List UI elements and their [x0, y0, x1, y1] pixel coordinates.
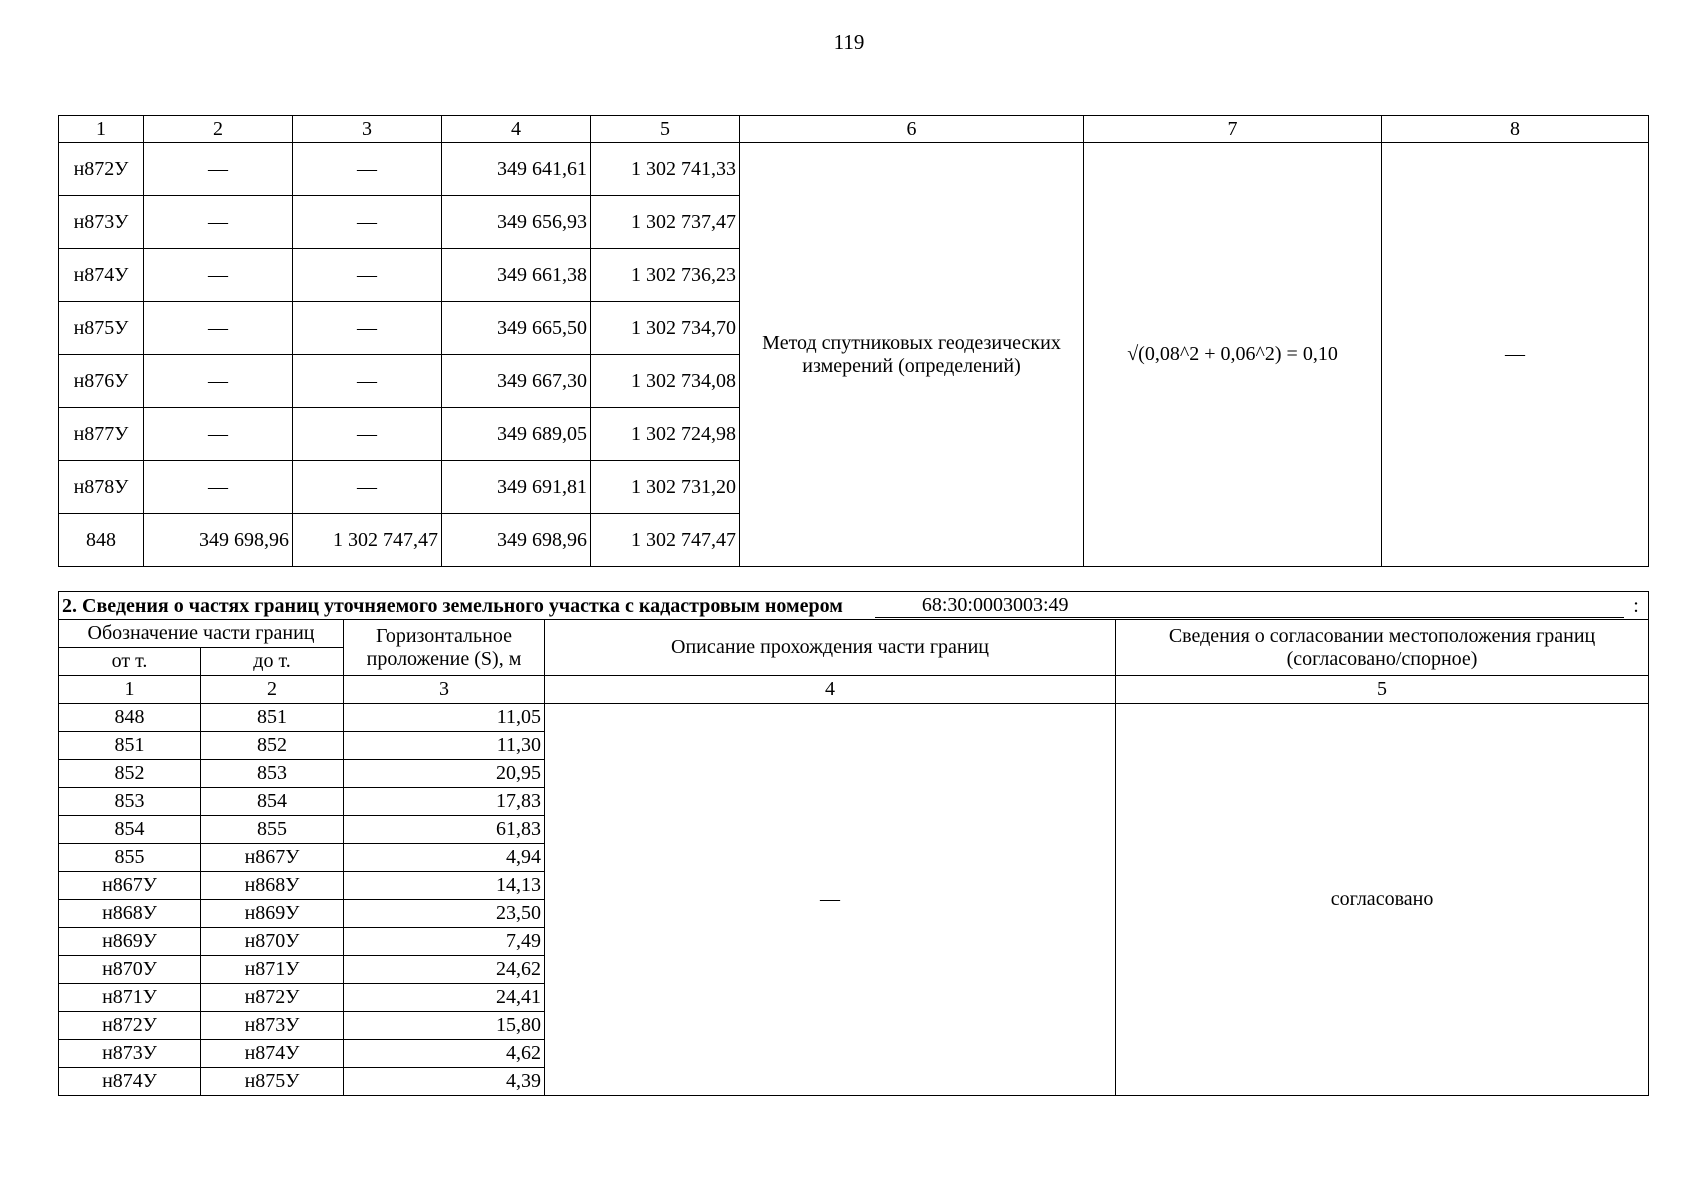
col-header-7: 7 [1084, 116, 1382, 143]
point-name: н873У [59, 196, 144, 249]
y-new: 1 302 724,98 [591, 408, 740, 461]
x-new: 349 689,05 [442, 408, 591, 461]
x-old: — [144, 196, 293, 249]
x-old: — [144, 302, 293, 355]
y-new: 1 302 737,47 [591, 196, 740, 249]
column-number-row [59, 676, 1649, 704]
x-old: 349 698,96 [144, 514, 293, 567]
from-point: н874У [59, 1068, 201, 1096]
description-cell: — [545, 704, 1116, 1096]
y-old: — [293, 302, 442, 355]
x-old: — [144, 143, 293, 196]
method-cell: Метод спутниковых геодезических измерений (определений) [740, 143, 1084, 567]
x-old: — [144, 355, 293, 408]
to-point: н872У [201, 984, 344, 1012]
cadastral-number-underline [1116, 594, 1625, 618]
length: 7,49 [344, 928, 545, 956]
col-header-3: 3 [293, 116, 442, 143]
from-point: 851 [59, 732, 201, 760]
x-new: 349 656,93 [442, 196, 591, 249]
col-header-4: 4 [442, 116, 591, 143]
to-header: до т. [201, 648, 344, 676]
from-point: 853 [59, 788, 201, 816]
column-number-row [59, 116, 1649, 143]
y-old: — [293, 355, 442, 408]
to-point: 855 [201, 816, 344, 844]
length: 11,05 [344, 704, 545, 732]
y-new: 1 302 734,70 [591, 302, 740, 355]
col-num-2: 2 [201, 676, 344, 704]
boundary-parts-table [58, 591, 1649, 1096]
from-point: н869У [59, 928, 201, 956]
point-name: н872У [59, 143, 144, 196]
section-title: 2. Сведения о частях границ уточняемого земельного участка с кадастровым номером [62, 594, 843, 617]
description-header: Описание прохождения части границ [545, 620, 1116, 676]
designation-header: Обозначение части границ [59, 620, 344, 648]
from-point: 852 [59, 760, 201, 788]
col8-cell: — [1382, 143, 1649, 567]
col-num-5: 5 [1116, 676, 1649, 704]
length: 4,94 [344, 844, 545, 872]
section-title-row [59, 592, 1649, 620]
y-new: 1 302 747,47 [591, 514, 740, 567]
point-name: 848 [59, 514, 144, 567]
point-name: н875У [59, 302, 144, 355]
to-point: 851 [201, 704, 344, 732]
agreement-header: Сведения о согласовании местоположения границ (согласовано/спорное) [1116, 620, 1649, 676]
point-name: н877У [59, 408, 144, 461]
from-point: 855 [59, 844, 201, 872]
from-point: н873У [59, 1040, 201, 1068]
length: 4,62 [344, 1040, 545, 1068]
x-old: — [144, 461, 293, 514]
to-point: н874У [201, 1040, 344, 1068]
x-new: 349 641,61 [442, 143, 591, 196]
col-header-5: 5 [591, 116, 740, 143]
point-name: н876У [59, 355, 144, 408]
page-number: 119 [833, 30, 865, 54]
cadastral-number: 68:30:0003003:49 [875, 594, 1116, 618]
y-old: — [293, 143, 442, 196]
point-name: н874У [59, 249, 144, 302]
length: 61,83 [344, 816, 545, 844]
length: 23,50 [344, 900, 545, 928]
length: 24,41 [344, 984, 545, 1012]
y-old: — [293, 461, 442, 514]
x-new: 349 691,81 [442, 461, 591, 514]
y-new: 1 302 741,33 [591, 143, 740, 196]
length: 17,83 [344, 788, 545, 816]
table-row [59, 704, 1649, 732]
to-point: н871У [201, 956, 344, 984]
col-header-8: 8 [1382, 116, 1649, 143]
y-old: 1 302 747,47 [293, 514, 442, 567]
table-row [59, 143, 1649, 196]
length: 24,62 [344, 956, 545, 984]
y-old: — [293, 408, 442, 461]
x-new: 349 661,38 [442, 249, 591, 302]
from-header: от т. [59, 648, 201, 676]
to-point: 854 [201, 788, 344, 816]
length-header: Горизонтальное проложение (S), м [344, 620, 545, 676]
col-num-4: 4 [545, 676, 1116, 704]
to-point: н875У [201, 1068, 344, 1096]
y-new: 1 302 731,20 [591, 461, 740, 514]
x-new: 349 667,30 [442, 355, 591, 408]
to-point: 853 [201, 760, 344, 788]
from-point: н872У [59, 1012, 201, 1040]
col-header-6: 6 [740, 116, 1084, 143]
to-point: н869У [201, 900, 344, 928]
to-point: н868У [201, 872, 344, 900]
x-new: 349 665,50 [442, 302, 591, 355]
x-old: — [144, 408, 293, 461]
y-new: 1 302 734,08 [591, 355, 740, 408]
col-num-1: 1 [59, 676, 201, 704]
from-point: н868У [59, 900, 201, 928]
y-new: 1 302 736,23 [591, 249, 740, 302]
x-new: 349 698,96 [442, 514, 591, 567]
length: 4,39 [344, 1068, 545, 1096]
from-point: н870У [59, 956, 201, 984]
to-point: н867У [201, 844, 344, 872]
accuracy-cell: √(0,08^2 + 0,06^2) = 0,10 [1084, 143, 1382, 567]
to-point: 852 [201, 732, 344, 760]
agreement-cell: согласовано [1116, 704, 1649, 1096]
to-point: н873У [201, 1012, 344, 1040]
y-old: — [293, 249, 442, 302]
section-colon: : [1633, 594, 1639, 617]
from-point: н871У [59, 984, 201, 1012]
from-point: 848 [59, 704, 201, 732]
col-num-3: 3 [344, 676, 545, 704]
x-old: — [144, 249, 293, 302]
header-row-1 [59, 620, 1649, 648]
coordinates-table [58, 115, 1649, 567]
from-point: н867У [59, 872, 201, 900]
y-old: — [293, 196, 442, 249]
length: 11,30 [344, 732, 545, 760]
to-point: н870У [201, 928, 344, 956]
length: 20,95 [344, 760, 545, 788]
length: 14,13 [344, 872, 545, 900]
length: 15,80 [344, 1012, 545, 1040]
col-header-1: 1 [59, 116, 144, 143]
point-name: н878У [59, 461, 144, 514]
from-point: 854 [59, 816, 201, 844]
col-header-2: 2 [144, 116, 293, 143]
